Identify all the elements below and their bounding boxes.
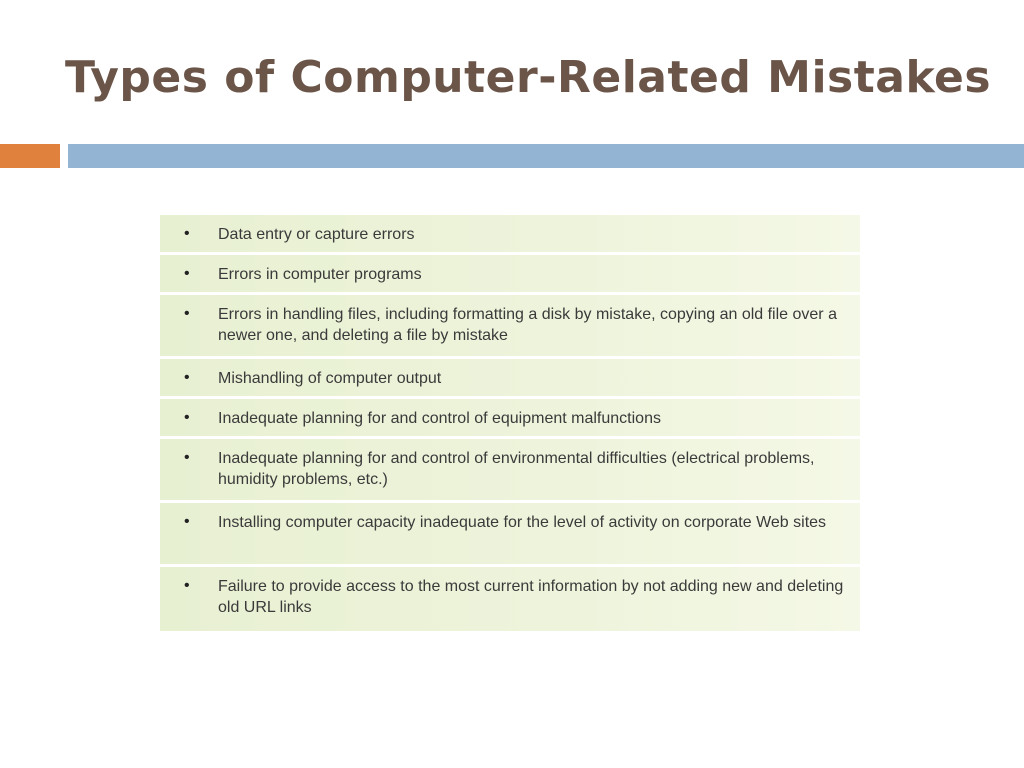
mistake-row [160,567,860,631]
mistake-row [160,503,860,567]
bullet-icon: • [184,305,190,322]
bullet-icon: • [184,409,190,426]
accent-bar-orange [0,144,60,168]
mistake-row [160,399,860,439]
bullet-icon: • [184,369,190,386]
mistake-text: Inadequate planning for and control of equipment malfunctions [218,410,661,427]
mistake-row [160,439,860,503]
bullet-icon: • [184,449,190,466]
mistake-text: Inadequate planning for and control of environmental difficulties (electrical problems, humidity problems, etc.) [218,450,815,488]
mistake-text: Data entry or capture errors [218,226,415,243]
mistake-text: Failure to provide access to the most current information by not adding new and deleting old URL links [218,578,844,616]
mistake-text: Errors in computer programs [218,266,422,283]
mistake-row [160,295,860,359]
mistake-row [160,255,860,295]
mistake-row [160,359,860,399]
mistake-text: Installing computer capacity inadequate for the level of activity on corporate Web sites [218,514,827,531]
bullet-icon: • [184,265,190,282]
mistake-text: Mishandling of computer output [218,370,442,387]
accent-bar-blue [68,144,1024,168]
bullet-icon: • [184,513,190,530]
mistake-row [160,215,860,255]
slide-title: Types of Computer-Related Mistakes [64,52,992,103]
bullet-icon: • [184,577,190,594]
mistakes-table [160,215,860,631]
bullet-icon: • [184,225,190,242]
mistake-text: Errors in handling files, including formatting a disk by mistake, copying an old file over a newer one, and deleting a file by mistake [218,306,837,344]
